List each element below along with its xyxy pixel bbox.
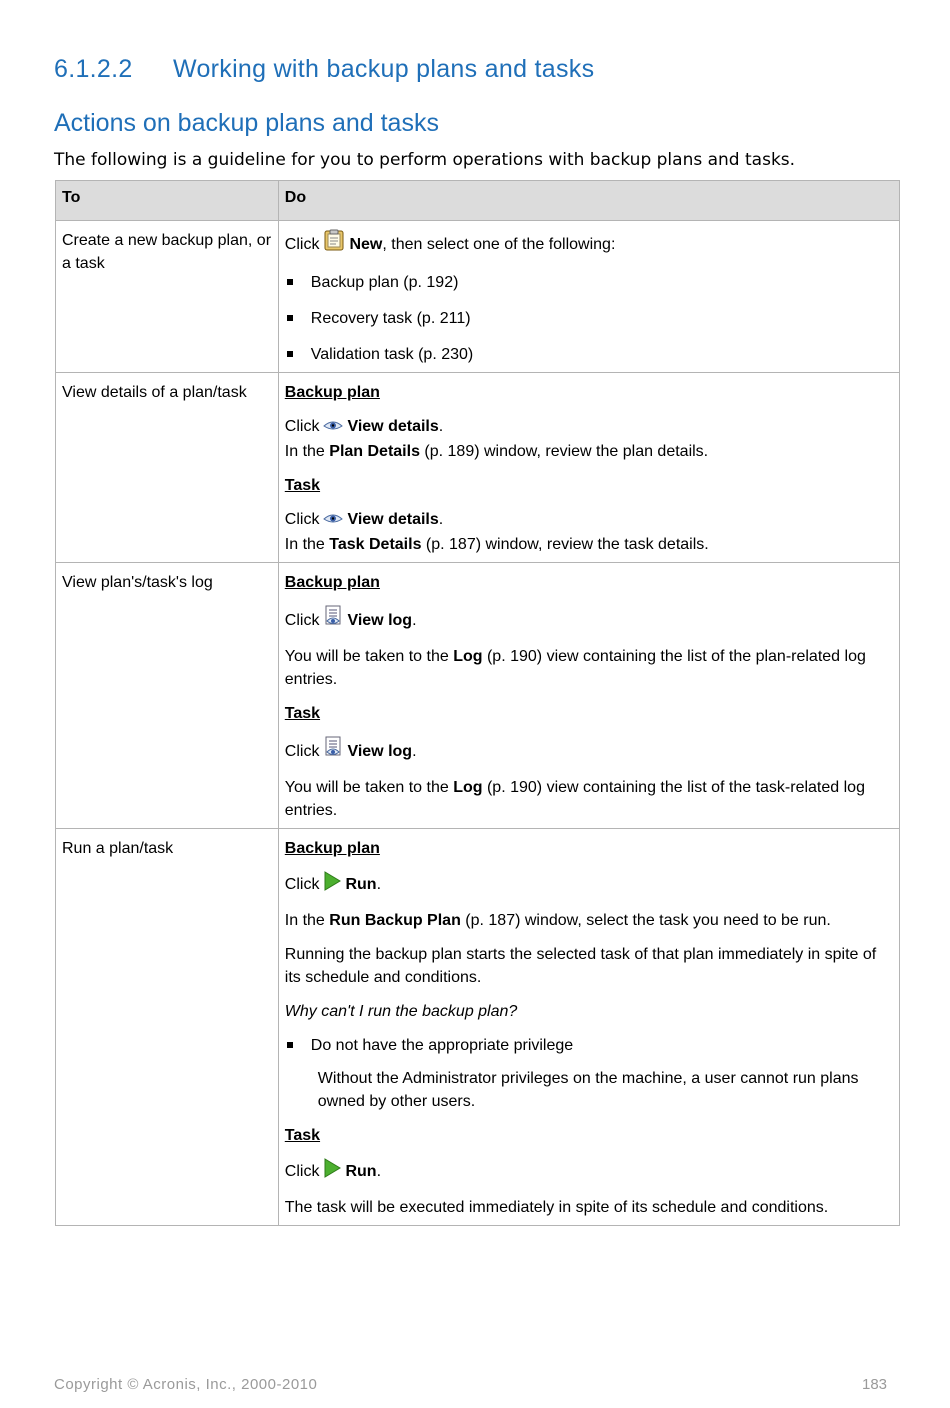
text: (p. 187) window, select the task you need to be run. — [460, 912, 831, 929]
text: You will be taken to the — [284, 648, 454, 665]
task-heading: Task — [284, 1127, 321, 1144]
section-title: Working with backup plans and tasks — [173, 55, 595, 83]
section-number: 6.1.2.2 — [54, 55, 133, 83]
click-text: Click — [284, 511, 320, 528]
run-icon — [323, 1158, 341, 1185]
list-item: Backup plan (p. 192) — [285, 271, 893, 294]
row-do-cell — [278, 829, 899, 1226]
plan-heading: Backup plan — [284, 840, 380, 857]
view-log-label: View log — [347, 743, 413, 760]
row-do-cell — [278, 563, 899, 829]
text: (p. 187) window, review the task details. — [421, 536, 709, 553]
table-row — [56, 221, 900, 373]
task-heading: Task — [284, 477, 321, 494]
click-text: Click — [284, 876, 320, 893]
row-do-cell — [278, 373, 899, 563]
eye-icon — [323, 417, 343, 440]
view-details-label: View details — [347, 511, 439, 528]
eye-icon — [323, 510, 343, 533]
plan-details-link[interactable]: Plan Details — [329, 443, 420, 460]
bullet-note: Without the Administrator privileges on the machine, a user cannot run plans owned by other users. — [317, 1070, 859, 1110]
table-row — [56, 563, 900, 829]
log-icon — [323, 736, 343, 765]
text: Running the backup plan starts the selected task of that plan immediately in spite of its schedule and conditions. — [284, 946, 877, 986]
section-heading — [54, 55, 594, 84]
task-heading: Task — [284, 705, 321, 722]
period: . — [376, 1163, 382, 1180]
table-header-row — [56, 181, 900, 221]
question-text — [285, 1000, 893, 1023]
footer-copyright: Copyright © Acronis, Inc., 2000-2010 — [54, 1376, 318, 1393]
plan-heading: Backup plan — [284, 574, 380, 591]
click-text: Click — [284, 1163, 320, 1180]
actions-table — [55, 180, 900, 1226]
text: (p. 190) view containing the list of the plan-related log entries. — [284, 648, 866, 688]
table-row — [56, 829, 900, 1226]
view-details-label: View details — [347, 418, 439, 435]
row-to-cell: View plan's/task's log — [56, 563, 279, 829]
click-text: Click — [284, 236, 320, 253]
plan-heading: Backup plan — [284, 384, 380, 401]
period: . — [438, 418, 444, 435]
list-item: Validation task (p. 230) — [285, 343, 893, 366]
run-backup-plan-link[interactable]: Run Backup Plan — [329, 912, 461, 929]
text: (p. 189) window, review the plan details. — [419, 443, 709, 460]
view-log-label: View log — [347, 612, 413, 629]
click-text: Click — [284, 612, 320, 629]
run-label: Run — [345, 1163, 377, 1180]
click-text: Click — [284, 418, 320, 435]
new-icon — [323, 229, 345, 258]
header-to: To — [56, 181, 279, 221]
log-link[interactable]: Log — [453, 779, 483, 796]
table-row — [56, 373, 900, 563]
row-to-cell: Create a new backup plan, or a task — [56, 221, 279, 373]
text: In the — [284, 443, 330, 460]
new-action-suffix: , then select one of the following: — [382, 236, 616, 253]
run-label: Run — [345, 876, 377, 893]
log-link[interactable]: Log — [453, 648, 483, 665]
text: In the — [284, 536, 330, 553]
text: In the — [284, 912, 330, 929]
text: You will be taken to the — [284, 779, 454, 796]
period: . — [412, 612, 417, 629]
period: . — [376, 876, 382, 893]
question-italic: Why can't I run the backup plan? — [284, 1003, 518, 1020]
row-to-cell: View details of a plan/task — [56, 373, 279, 563]
run-icon — [323, 871, 341, 898]
task-details-link[interactable]: Task Details — [329, 536, 422, 553]
page-number: 183 — [862, 1376, 888, 1393]
subheading: Actions on backup plans and tasks — [54, 109, 439, 137]
click-text: Click — [284, 743, 320, 760]
period: . — [412, 743, 417, 760]
list-item: Do not have the appropriate privilege — [285, 1034, 893, 1057]
period: . — [438, 511, 444, 528]
header-do: Do — [278, 181, 899, 221]
intro-paragraph: The following is a guideline for you to perform operations with backup plans and tasks. — [54, 150, 796, 170]
row-do-cell — [278, 221, 899, 373]
new-action-label: New — [349, 236, 383, 253]
row-to-cell: Run a plan/task — [56, 829, 279, 1226]
text: The task will be executed immediately in spite of its schedule and conditions. — [284, 1199, 829, 1216]
list-item: Recovery task (p. 211) — [285, 307, 893, 330]
log-icon — [323, 605, 343, 634]
text: (p. 190) view containing the list of the task-related log entries. — [284, 779, 865, 819]
